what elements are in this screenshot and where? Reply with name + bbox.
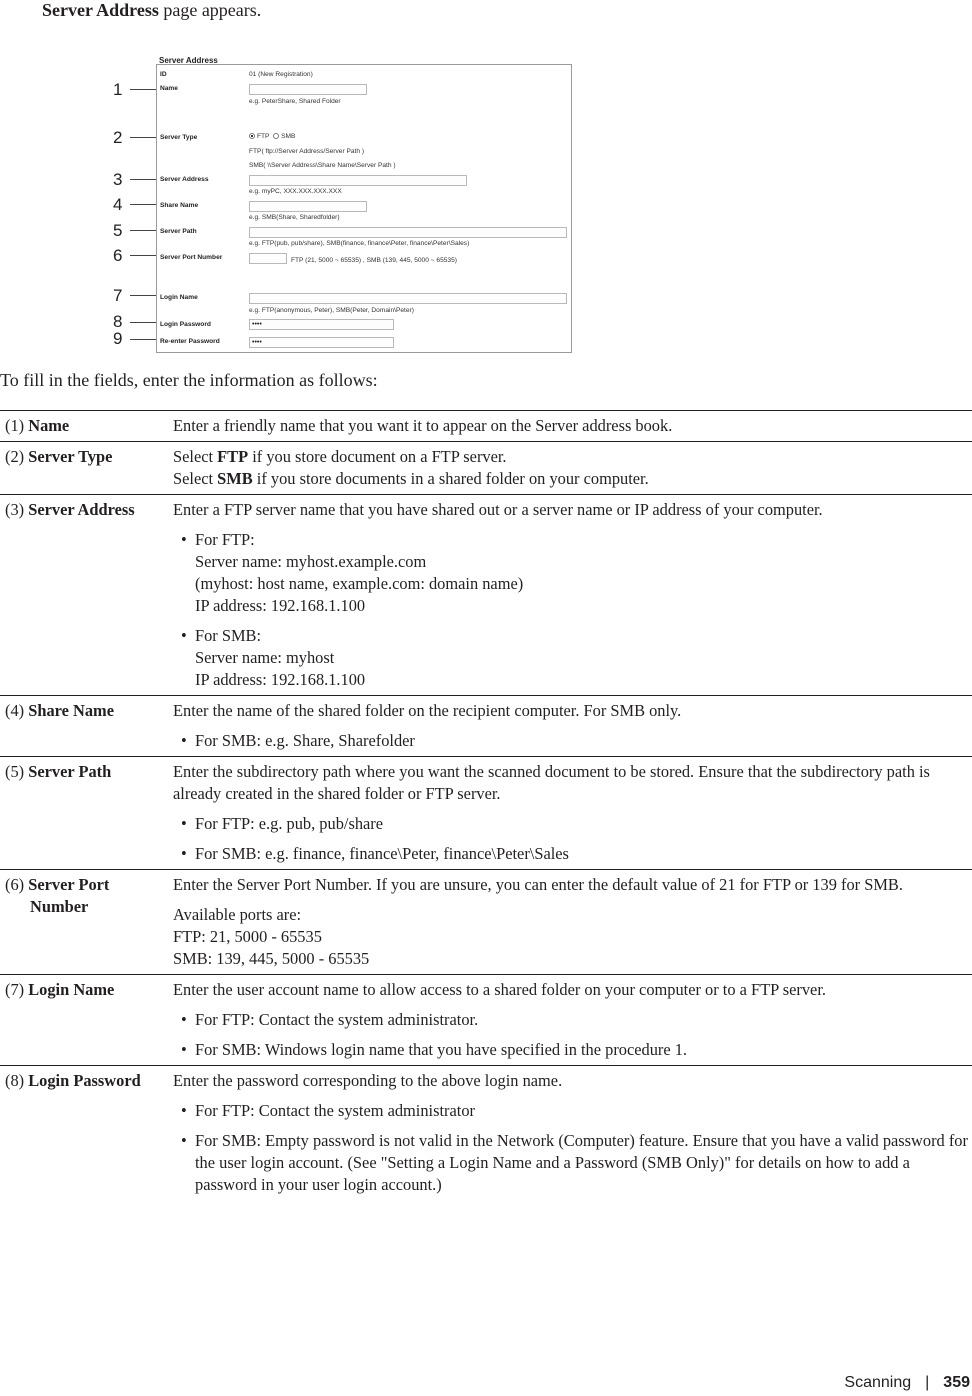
bullet-item: • For SMB: Windows login name that you have specified in the procedure 1. — [173, 1039, 972, 1061]
bullet-line: IP address: 192.168.1.100 — [195, 670, 366, 689]
row-number: (3) — [5, 500, 25, 519]
ftp-radio[interactable] — [249, 133, 255, 139]
text-part: Select — [173, 447, 218, 466]
server-address-input[interactable] — [249, 175, 467, 186]
row-number: (4) — [5, 701, 25, 720]
ports-line: FTP: 21, 5000 - 65535 — [173, 927, 322, 946]
server-type-hint-ftp: FTP( ftp://Server Address/Server Path ) — [249, 148, 365, 155]
row-term: Server Type — [28, 447, 113, 466]
bullet-line: • For FTP: — [195, 530, 255, 549]
server-path-label: Server Path — [160, 228, 197, 235]
page-footer — [844, 1374, 970, 1392]
callout-2: 2 — [113, 128, 123, 147]
callout-8: 8 — [113, 312, 123, 331]
server-port-hint: FTP (21, 5000 ~ 65535) , SMB (139, 445, 5000 ~ 65535) — [291, 257, 457, 264]
row-number: (5) — [5, 762, 25, 781]
row-number: (1) — [5, 416, 25, 435]
row-text: Enter the password corresponding to the above login name. — [173, 1071, 563, 1090]
row-text: Enter a FTP server name that you have shared out or a server name or IP address of your computer. — [173, 500, 823, 519]
row-term: Server Address — [28, 500, 135, 519]
bullet-item: • For SMB: e.g. finance, finance\Peter, finance\Peter\Sales — [173, 843, 972, 865]
bullet-list — [173, 1009, 972, 1061]
id-value: 01 (New Registration) — [249, 71, 313, 78]
term-cell — [0, 442, 173, 495]
share-name-input[interactable] — [249, 201, 367, 212]
server-type-options — [249, 133, 295, 140]
row-term-continued: Number — [30, 897, 89, 916]
bullet-list — [173, 813, 972, 865]
callout-5: 5 — [113, 221, 123, 240]
row-term: Server Path — [28, 762, 112, 781]
bullet-item: • For FTP: Contact the system administrator. — [173, 1009, 972, 1031]
instructions-lead: To fill in the fields, enter the information as follows: — [0, 370, 378, 390]
intro-bold: Server Address — [42, 0, 159, 20]
description-cell — [173, 696, 972, 757]
row-term: Share Name — [28, 701, 114, 720]
name-label: Name — [160, 85, 178, 92]
page-number: 359 — [943, 1374, 970, 1391]
footer-section: Scanning — [844, 1374, 912, 1391]
description-cell — [173, 411, 972, 442]
name-hint: e.g. PeterShare, Shared Folder — [249, 98, 341, 105]
footer-separator: | — [925, 1374, 930, 1391]
row-line — [173, 446, 972, 468]
table-row — [0, 1066, 972, 1201]
smb-radio[interactable] — [273, 133, 279, 139]
login-name-input[interactable] — [249, 293, 567, 304]
bullet-list — [173, 529, 972, 691]
row-term: Server Port — [28, 875, 110, 894]
login-password-label: Login Password — [160, 321, 211, 328]
bullet-item: • For SMB: Empty password is not valid in the Network (Computer) feature. Ensure that you have a valid password for the user login account. (See "Setting a Login Name and a Password (SMB Only)" for details on how to add a password in your user login account.) — [173, 1130, 972, 1196]
smb-radio-label: SMB — [281, 133, 296, 140]
description-cell — [173, 495, 972, 696]
bullet-line: IP address: 192.168.1.100 — [195, 596, 366, 615]
table-row — [0, 696, 972, 757]
bullet-list — [173, 730, 972, 752]
table-row — [0, 975, 972, 1066]
ports-paragraph — [173, 904, 972, 970]
login-name-hint: e.g. FTP(anonymous, Peter), SMB(Peter, Domain\Peter) — [249, 307, 414, 314]
bullet-line: (myhost: host name, example.com: domain name) — [195, 574, 524, 593]
table-row — [0, 757, 972, 870]
server-path-input[interactable] — [249, 227, 567, 238]
share-name-label: Share Name — [160, 202, 199, 209]
server-address-form — [156, 56, 572, 353]
description-cell — [173, 975, 972, 1066]
term-cell — [0, 975, 173, 1066]
row-text: Enter the user account name to allow access to a shared folder on your computer or to a FTP server. — [173, 980, 826, 999]
row-number: (8) — [5, 1071, 25, 1090]
server-port-input[interactable] — [249, 253, 287, 264]
bullet-item — [173, 625, 972, 691]
server-address-label: Server Address — [160, 176, 209, 183]
row-text: Enter the name of the shared folder on the recipient computer. For SMB only. — [173, 701, 682, 720]
panel-title: Server Address — [159, 56, 218, 65]
description-cell — [173, 442, 972, 495]
bullet-item: • For FTP: Contact the system administrator — [173, 1100, 972, 1122]
callout-4: 4 — [113, 195, 123, 214]
server-address-hint: e.g. myPC, XXX.XXX.XXX.XXX — [249, 188, 342, 195]
term-cell — [0, 757, 173, 870]
server-type-label: Server Type — [160, 134, 198, 141]
table-row — [0, 870, 972, 975]
row-number: (6) — [5, 875, 25, 894]
table-row — [0, 442, 972, 495]
login-name-label: Login Name — [160, 294, 198, 301]
term-cell — [0, 1066, 173, 1201]
term-cell — [0, 870, 173, 975]
table-row — [0, 411, 972, 442]
row-text: Enter a friendly name that you want it to appear on the Server address book. — [173, 416, 673, 435]
id-label: ID — [160, 71, 167, 78]
row-term: Login Name — [28, 980, 115, 999]
share-name-hint: e.g. SMB(Share, Sharedfolder) — [249, 214, 340, 221]
row-term: Name — [28, 416, 70, 435]
description-cell — [173, 1066, 972, 1201]
bullet-list — [173, 1100, 972, 1196]
text-part: if you store document on a FTP server. — [248, 447, 507, 466]
text-part: if you store documents in a shared folder on your computer. — [252, 469, 649, 488]
row-text: Enter the Server Port Number. If you are unsure, you can enter the default value of 21 for FTP or 139 for SMB. — [173, 875, 903, 894]
bullet-item: • For SMB: e.g. Share, Sharefolder — [173, 730, 972, 752]
callout-3: 3 — [113, 170, 123, 189]
callout-9: 9 — [113, 329, 123, 348]
text-part: Select — [173, 469, 218, 488]
server-port-label: Server Port Number — [160, 254, 223, 261]
intro-text — [42, 0, 261, 20]
callout-7: 7 — [113, 286, 123, 305]
login-password-input[interactable]: •••• — [249, 319, 394, 330]
row-term: Login Password — [28, 1071, 141, 1090]
server-address-figure — [0, 44, 972, 364]
reenter-password-label: Re-enter Password — [160, 338, 220, 345]
row-line — [173, 468, 972, 490]
name-input[interactable] — [249, 84, 367, 95]
bullet-line: • For SMB: — [195, 626, 262, 645]
ports-line: SMB: 139, 445, 5000 - 65535 — [173, 949, 370, 968]
bullet-item — [173, 529, 972, 617]
row-number: (2) — [5, 447, 25, 466]
text-bold: SMB — [217, 469, 253, 488]
term-cell — [0, 495, 173, 696]
row-number: (7) — [5, 980, 25, 999]
text-bold: FTP — [217, 447, 249, 466]
callout-6: 6 — [113, 246, 123, 265]
intro-rest: page appears. — [158, 0, 262, 20]
description-cell — [173, 870, 972, 975]
field-description-table — [0, 410, 972, 1200]
description-cell — [173, 757, 972, 870]
ports-line: Available ports are: — [173, 905, 302, 924]
table-row — [0, 495, 972, 696]
term-cell — [0, 696, 173, 757]
server-path-hint: e.g. FTP(pub, pub/share), SMB(finance, finance\Peter, finance\Peter\Sales) — [249, 240, 470, 247]
callout-1: 1 — [113, 80, 123, 99]
bullet-item: • For FTP: e.g. pub, pub/share — [173, 813, 972, 835]
term-cell — [0, 411, 173, 442]
reenter-password-input[interactable]: •••• — [249, 337, 394, 348]
ftp-radio-label: FTP — [257, 133, 270, 140]
bullet-line: Server name: myhost.example.com — [195, 552, 427, 571]
server-type-hint-smb: SMB( \\Server Address\Share Name\Server Path ) — [249, 162, 396, 169]
row-text: Enter the subdirectory path where you want the scanned document to be stored. Ensure that the subdirectory path is already created in the shared folder or FTP server. — [173, 762, 930, 803]
bullet-line: Server name: myhost — [195, 648, 335, 667]
